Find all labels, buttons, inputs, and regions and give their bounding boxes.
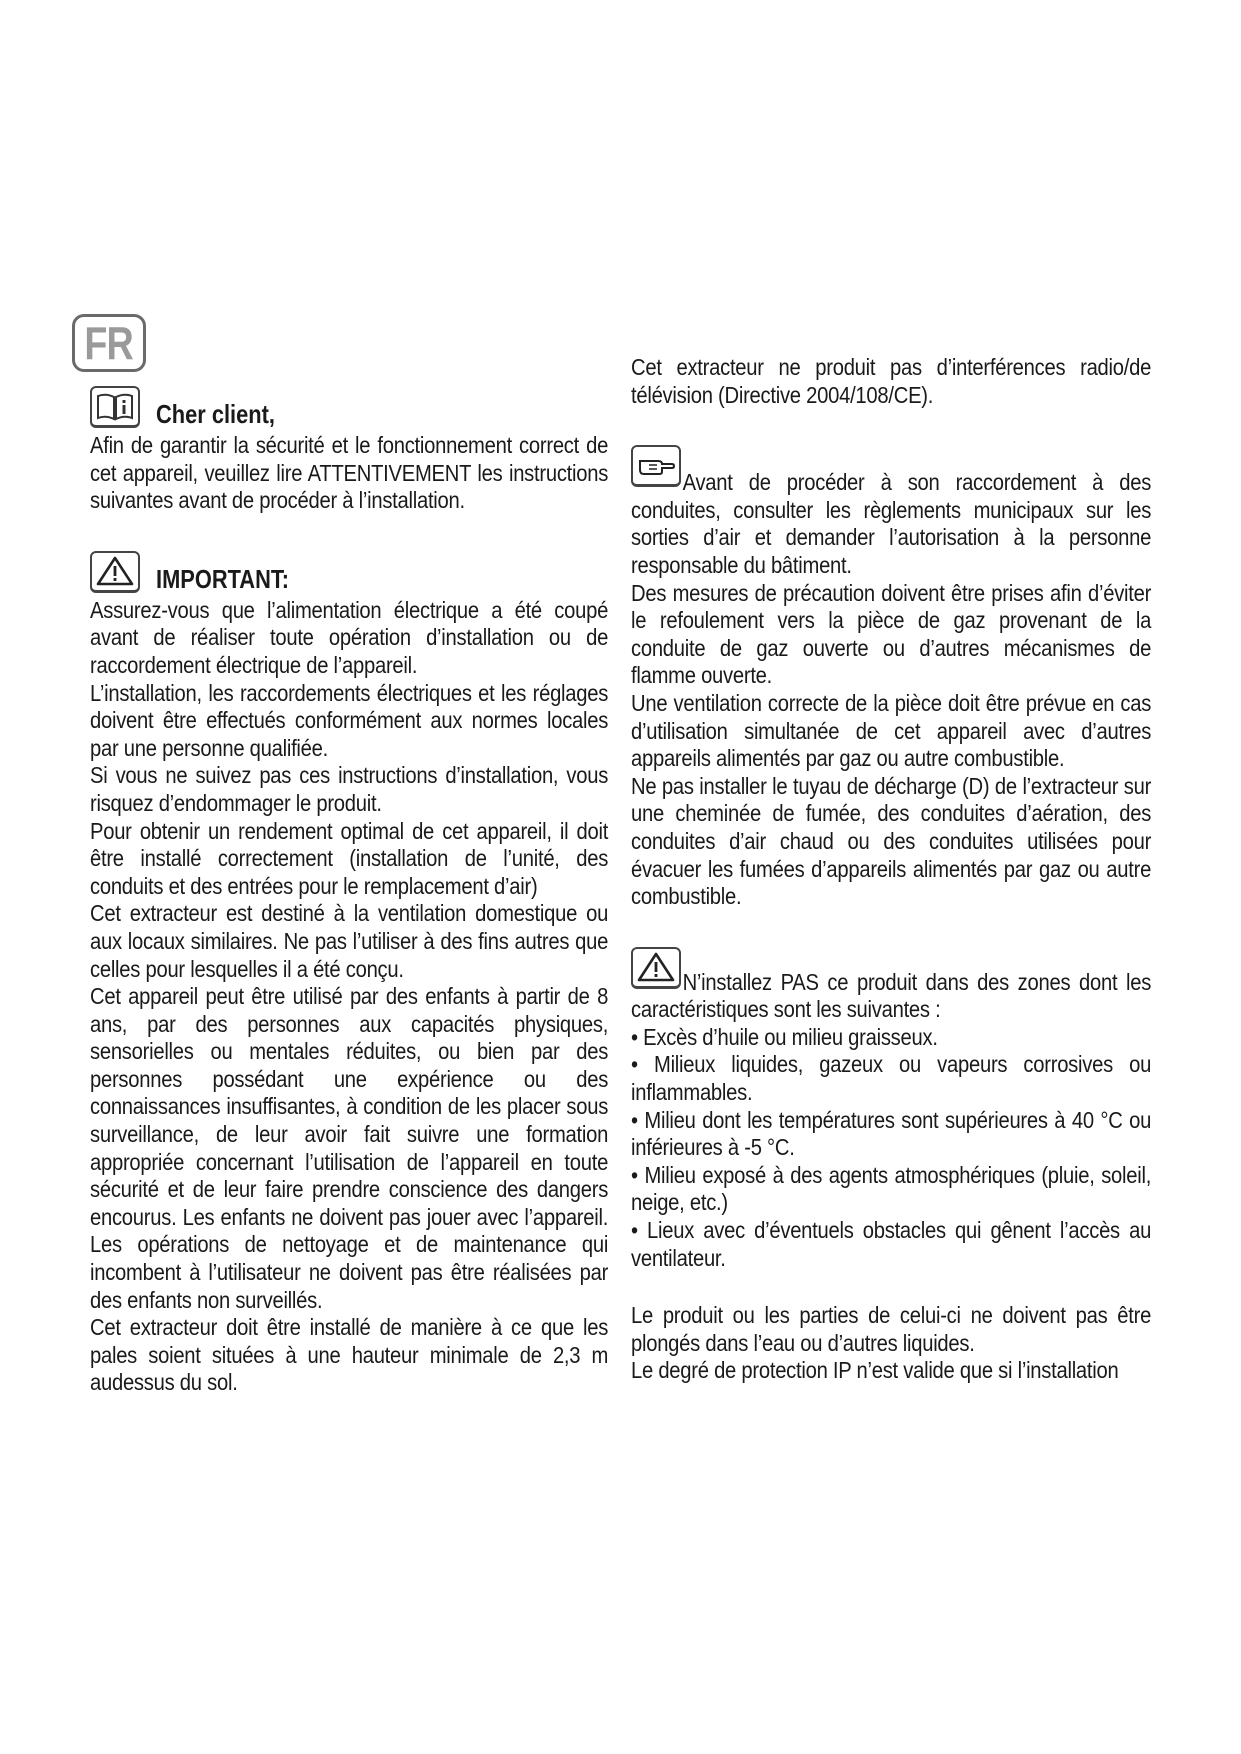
liquid-paragraph: Le produit ou les parties de celui-ci ne doivent pas être plongés dans l’eau ou d’autres liquides.	[631, 1302, 1152, 1356]
greeting-text: Afin de garantir la sécurité et le fonctionnement correct de cet appareil, veuillez lire ATTENTIVEMENT les instructions suivantes avant de procéder à l’installation.	[90, 432, 609, 514]
important-paragraph: Cet appareil peut être utilisé par des enfants à partir de 8 ans, par des personnes aux capacités physiques, sensorielles ou mentales réduites, ou bien par des personnes possédant une expérience ou des connaissances insuffisantes, à condition de les placer sous surveillance, de leur avoir fait suivre une formation appropriée concernant l’utilisation de l’appareil en toute sécurité et de leur faire prendre conscience des dangers encourus. Les enfants ne doivent pas jouer avec l’appareil. Les opérations de nettoyage et de maintenance qui incombent à l’utilisateur ne doivent pas être réalisées par des enfants non surveillés.	[90, 983, 609, 1313]
location-bullet: • Milieu exposé à des agents atmosphériques (pluie, soleil, neige, etc.)	[631, 1161, 1152, 1216]
connection-note	[631, 439, 1151, 911]
location-bullet: • Milieu dont les températures sont supérieures à 40 °C ou inférieures à -5 °C.	[631, 1106, 1152, 1161]
right-column	[631, 354, 1151, 1385]
book-info-icon	[90, 386, 140, 428]
location-bullet: • Lieux avec d’éventuels obstacles qui gênent l’accès au ventilateur.	[631, 1217, 1152, 1271]
greeting-header	[90, 386, 608, 428]
important-paragraph: Si vous ne suivez pas ces instructions d’installation, vous risquez d’endommager le produit.	[90, 762, 609, 816]
important-paragraph: Cet extracteur doit être installé de manière à ce que les pales soient situées à une hauteur minimale de 2,3 m audessus du sol.	[90, 1314, 609, 1396]
left-column	[90, 386, 608, 1397]
connection-paragraph: Des mesures de précaution doivent être prises afin d’éviter le refoulement vers la pièce de gaz provenant de la conduite de gaz ouverte ou d’autres mécanismes de flamme ouverte.	[631, 579, 1152, 689]
location-warning	[631, 941, 1151, 1273]
connection-paragraph: Ne pas installer le tuyau de décharge (D) de l’extracteur sur une cheminée de fumée, des conduites d’aération, des conduites d’air chaud ou des conduites utilisées pour évacuer les fumées d’appareils alimentés par gaz ou autre combustible.	[631, 772, 1152, 910]
liquid-paragraph: Le degré de protection IP n’est valide que si l’installation	[631, 1357, 1119, 1384]
language-code: FR	[84, 317, 134, 369]
warning-icon	[90, 551, 140, 593]
important-paragraph: L’installation, les raccordements électriques et les réglages doivent être effectués conformément aux normes locales par une personne qualifiée.	[90, 679, 609, 761]
greeting-heading: Cher client,	[156, 399, 275, 429]
location-bullet: • Excès d’huile ou milieu graisseux.	[631, 1023, 938, 1050]
important-paragraph: Assurez-vous que l’alimentation électrique a été coupé avant de réaliser toute opération d’installation ou de raccordement électrique de l’appareil.	[90, 596, 609, 678]
connection-paragraph: Une ventilation correcte de la pièce doit être prévue en cas d’utilisation simultanée de cet appareil avec d’autres appareils alimentés par gaz ou autre combustible.	[631, 689, 1152, 772]
location-warning-lead: N’installez PAS ce produit dans des zones dont les caractéristiques sont les suivantes :	[631, 968, 1152, 1023]
connection-lead: Avant de procéder à son raccordement à des conduites, consulter les règlements municipaux sur les sorties d’air et demander l’autorisation à la personne responsable du bâtiment.	[631, 469, 1152, 578]
interference-note: Cet extracteur ne produit pas d’interférences radio/de télévision (Directive 2004/108/CE).	[631, 354, 1152, 408]
liquid-note	[631, 1302, 1151, 1385]
important-paragraph: Pour obtenir un rendement optimal de cet appareil, il doit être installé correctement (installation de l’unité, des conduits et des entrées pour le remplacement d’air)	[90, 817, 609, 899]
language-tab	[72, 314, 146, 372]
important-header	[90, 551, 608, 593]
important-heading: IMPORTANT:	[156, 563, 290, 594]
important-body	[90, 597, 608, 1397]
location-bullet: • Milieux liquides, gazeux ou vapeurs corrosives ou inflammables.	[631, 1051, 1152, 1106]
important-paragraph: Cet extracteur est destiné à la ventilation domestique ou aux locaux similaires. Ne pas l’utiliser à des fins autres que celles pour lesquelles il a été conçu.	[90, 900, 609, 982]
